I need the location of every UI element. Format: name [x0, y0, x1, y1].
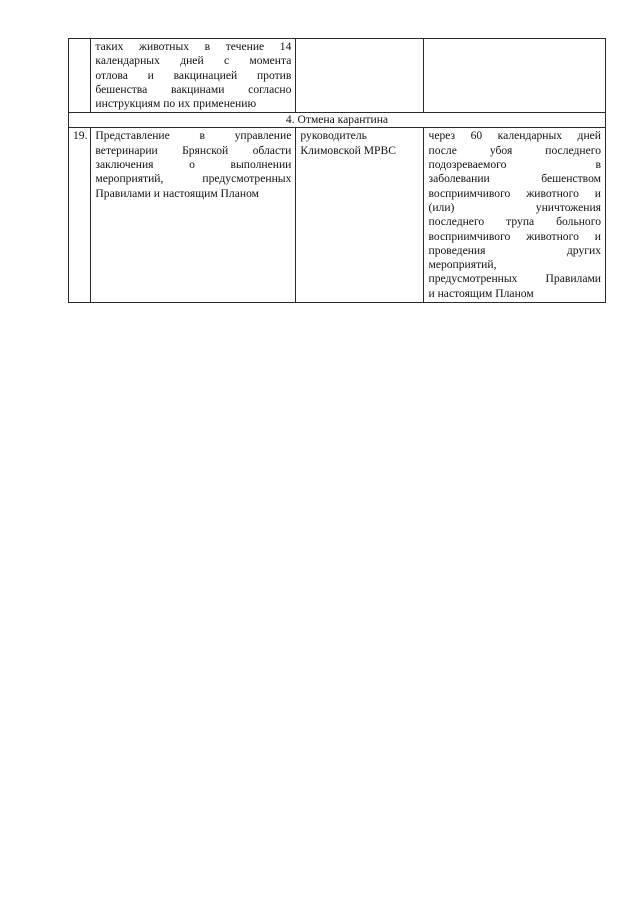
action-line: мероприятий, предусмотренных [95, 172, 292, 186]
term-line: через 60 календарных дней [428, 129, 601, 143]
section-title: 4. Отмена карантина [69, 113, 606, 128]
action-cell [91, 128, 296, 303]
table-row-continued [69, 39, 606, 113]
action-line: таких животных в течение 14 [95, 40, 292, 53]
term-line: последнего трупа больного [428, 215, 601, 229]
term-line: заболевании бешенством [428, 172, 601, 186]
action-line: ветеринарии Брянской области [95, 143, 292, 157]
term-line: и настоящим Планом [428, 286, 534, 300]
action-line: Правилами и настоящим Планом [95, 186, 259, 200]
action-line: календарных дней с момента [95, 54, 292, 68]
term-line: подозреваемого в [428, 158, 601, 172]
term-line: восприимчивого животного и [428, 186, 601, 200]
responsible-cell [296, 128, 424, 303]
responsible-line: Климовской МРВС [300, 143, 396, 157]
section-header-row [69, 113, 606, 128]
term-cell [424, 128, 606, 303]
term-line: предусмотренных Правилами [428, 272, 601, 286]
table-row-19 [69, 128, 606, 303]
action-line: заключения о выполнении [95, 158, 292, 172]
action-line: Представление в управление [95, 129, 292, 143]
row-number-cell: 19. [69, 128, 91, 303]
term-line: мероприятий, [428, 258, 497, 272]
action-cell [91, 39, 296, 113]
row-number-cell [69, 39, 91, 113]
term-line: после убоя последнего [428, 143, 601, 157]
term-line: проведения других [428, 243, 601, 257]
term-line: (или) уничтожения [428, 200, 601, 214]
action-line: отлова и вакцинацией против [95, 68, 292, 82]
action-line: бешенства вакцинами согласно [95, 82, 292, 96]
responsible-cell [296, 39, 424, 113]
responsible-line: руководитель [300, 129, 367, 143]
term-cell [424, 39, 606, 113]
action-line: инструкциям по их применению [95, 97, 257, 111]
term-line: восприимчивого животного и [428, 229, 601, 243]
measures-table [68, 38, 606, 303]
